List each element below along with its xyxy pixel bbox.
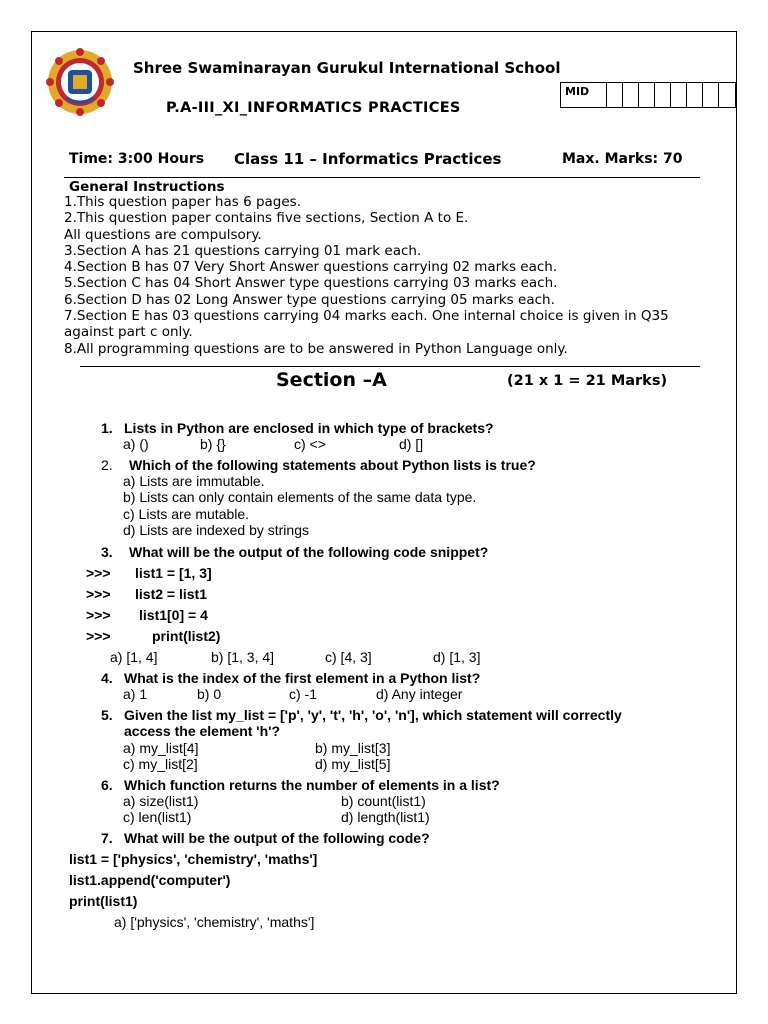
mid-cell[interactable]: [687, 83, 703, 107]
question-text: Given the list my_list = ['p', 'y', 't', 'h', 'o', 'n'], which statement will correctly: [124, 707, 622, 723]
question-number: 3.: [101, 544, 113, 560]
option-b: b) 0: [197, 686, 222, 702]
option-d: d) length(list1): [341, 809, 430, 825]
question-text: Lists in Python are enclosed in which type of brackets?: [124, 420, 494, 436]
option-a: a) 1: [123, 686, 148, 702]
instruction-item: 2.This question paper contains five sections, Section A to E.: [64, 210, 469, 227]
question-number: 1.: [101, 420, 113, 436]
option-b: b) count(list1): [341, 793, 426, 809]
instruction-item: 4.Section B has 07 Very Short Answer questions carrying 02 marks each.: [64, 259, 558, 276]
school-logo: [46, 48, 114, 116]
repl-prompt: >>>: [86, 607, 111, 623]
option-a: a) (): [123, 436, 149, 452]
repl-prompt: >>>: [86, 586, 111, 602]
mid-entry-box[interactable]: [560, 82, 736, 108]
instruction-item: 1.This question paper has 6 pages.: [64, 194, 302, 210]
instructions-list: [64, 194, 714, 357]
exam-time: Time: 3:00 Hours: [69, 151, 205, 167]
instruction-item: 5.Section C has 04 Short Answer type questions carrying 03 marks each.: [64, 275, 558, 292]
option-a: a) ['physics', 'chemistry', 'maths']: [114, 914, 315, 930]
school-name: Shree Swaminarayan Gurukul International School: [133, 59, 561, 77]
question-text: Which function returns the number of elements in a list?: [124, 777, 500, 793]
option-b: b) {}: [200, 436, 226, 452]
section-title: Section –A: [276, 369, 387, 391]
question-number: 2.: [101, 457, 113, 473]
mid-cell[interactable]: [719, 83, 735, 107]
mid-label: MID: [561, 83, 607, 107]
code-line: print(list2): [152, 628, 221, 644]
option-a: a) Lists are immutable.: [123, 473, 265, 489]
instruction-item: 6.Section D has 02 Long Answer type questions carrying 05 marks each.: [64, 291, 555, 308]
instructions-title: General Instructions: [69, 179, 225, 195]
code-line: list1 = [1, 3]: [135, 565, 212, 581]
option-a: a) [1, 4]: [110, 649, 158, 665]
section-rule: [80, 366, 700, 367]
option-d: d) my_list[5]: [315, 756, 391, 772]
option-c: c) -1: [289, 686, 317, 702]
question-number: 7.: [101, 830, 113, 846]
exam-class: Class 11 – Informatics Practices: [234, 150, 502, 168]
paper-title: P.A-III_XI_INFORMATICS PRACTICES: [166, 100, 461, 116]
question-text: Which of the following statements about Python lists is true?: [129, 457, 536, 473]
question-number: 6.: [101, 777, 113, 793]
repl-prompt: >>>: [86, 565, 111, 581]
option-c: c) Lists are mutable.: [123, 506, 250, 522]
option-a: a) size(list1): [123, 793, 199, 809]
option-c: c) [4, 3]: [325, 649, 372, 665]
option-c: c) my_list[2]: [123, 756, 198, 772]
repl-prompt: >>>: [86, 628, 111, 644]
option-b: b) Lists can only contain elements of the same data type.: [123, 489, 477, 505]
instruction-item: 8.All programming questions are to be answered in Python Language only.: [64, 340, 568, 357]
code-line: print(list1): [69, 893, 138, 909]
instruction-item: All questions are compulsory.: [64, 226, 262, 243]
mid-cell[interactable]: [607, 83, 623, 107]
option-d: d) []: [399, 436, 424, 452]
option-d: d) [1, 3]: [433, 649, 481, 665]
header-rule: [64, 177, 700, 178]
question-text: What will be the output of the following code?: [124, 830, 430, 846]
option-b: b) [1, 3, 4]: [211, 649, 275, 665]
option-c: c) <>: [294, 436, 326, 452]
option-d: d) Lists are indexed by strings: [123, 522, 309, 538]
code-line: list1 = ['physics', 'chemistry', 'maths']: [69, 851, 318, 867]
section-marks: (21 x 1 = 21 Marks): [507, 373, 668, 389]
instruction-item: 7.Section E has 03 questions carrying 04 marks each. One internal choice is given in Q35 against part c only.: [64, 308, 669, 341]
code-line: list2 = list1: [135, 586, 207, 602]
mid-cell[interactable]: [639, 83, 655, 107]
mid-cell[interactable]: [671, 83, 687, 107]
code-line: list1.append('computer'): [69, 872, 231, 888]
option-a: a) my_list[4]: [123, 740, 199, 756]
instruction-item: 3.Section A has 21 questions carrying 01 mark each.: [64, 242, 422, 259]
question-text: What is the index of the first element in a Python list?: [124, 670, 481, 686]
mid-cell[interactable]: [623, 83, 639, 107]
option-b: b) my_list[3]: [315, 740, 391, 756]
mid-cell[interactable]: [703, 83, 719, 107]
question-number: 5.: [101, 707, 113, 723]
mid-cell[interactable]: [655, 83, 671, 107]
option-d: d) Any integer: [376, 686, 463, 702]
question-text-continued: access the element 'h'?: [124, 723, 281, 739]
max-marks: Max. Marks: 70: [562, 151, 683, 167]
code-line: list1[0] = 4: [139, 607, 208, 623]
question-text: What will be the output of the following code snippet?: [129, 544, 489, 560]
option-c: c) len(list1): [123, 809, 192, 825]
question-number: 4.: [101, 670, 113, 686]
